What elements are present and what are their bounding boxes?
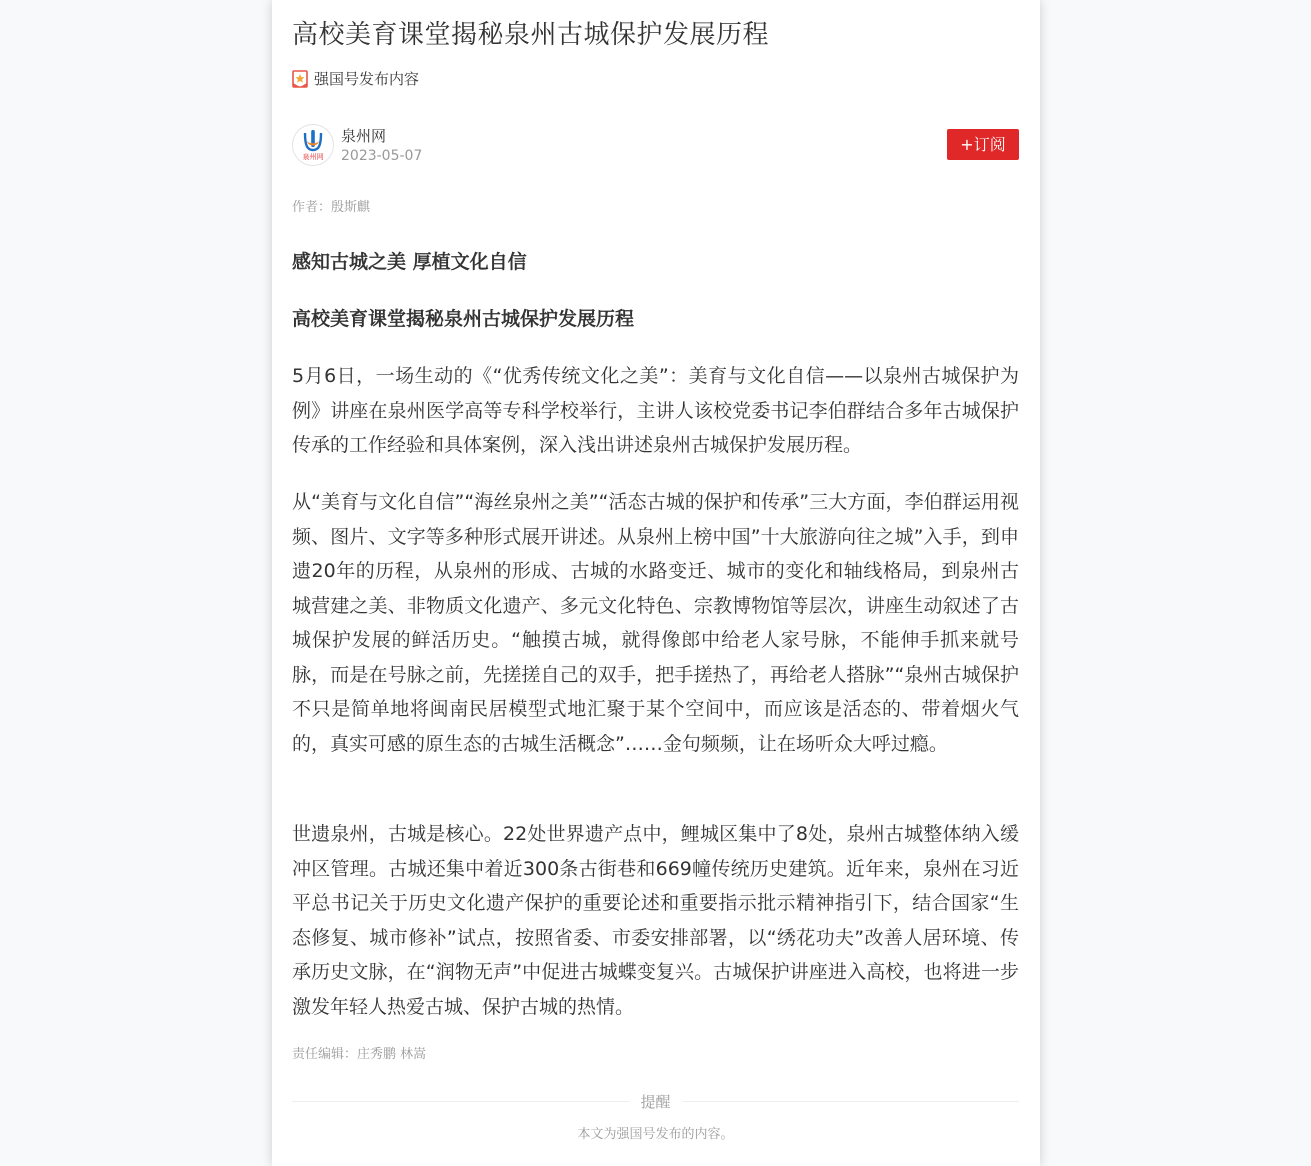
outlet-name[interactable]: 泉州网 — [341, 127, 387, 145]
source-tag-label: 强国号发布内容 — [314, 70, 420, 88]
outlet-avatar[interactable] — [292, 124, 334, 166]
outlet-logo-text: 泉州网 — [302, 153, 324, 161]
publish-date: 2023-05-07 — [341, 148, 423, 164]
article-card — [272, 0, 1040, 1166]
article-subheading-2: 高校美育课堂揭秘泉州古城保护发展历程 — [292, 308, 635, 330]
notice-title: 提醒 — [628, 1091, 682, 1113]
outlet-logo-icon — [293, 125, 333, 165]
author-byline: 作者：殷斯麒 — [292, 200, 371, 215]
author-row — [292, 124, 1019, 166]
responsible-editor: 责任编辑：庄秀鹏 林嵩 — [292, 1047, 427, 1062]
article-paragraph: 从“美育与文化自信”“海丝泉州之美”“活态古城的保护和传承”三大方面，李伯群运用视频、图片、文字等多种形式展开讲述。从泉州上榜中国”十大旅游向往之城”入手，到申遗20年的历程，从泉州的形成、古城的水路变迁、城市的变化和轴线格局，到泉州古城营建之美、非物质文化遗产、多元文化特色、宗教博物馆等层次，讲座生动叙述了古城保护发展的鲜活历史。“触摸古城，就得像郎中给老人家号脉，不能伸手抓来就号脉，而是在号脉之前，先搓搓自己的双手，把手搓热了，再给老人搭脉”“泉州古城保护不只是简单地将闽南民居模型式地汇聚于某个空间中，而应该是活态的、带着烟火气的，真实可感的原生态的古城生活概念”……金句频频，让在场听众大呼过瘾。 — [292, 491, 1019, 755]
badge-icon — [292, 70, 308, 88]
article-subheading-1: 感知古城之美 厚植文化自信 — [292, 251, 527, 273]
article-title: 高校美育课堂揭秘泉州古城保护发展历程 — [292, 20, 770, 50]
source-tag — [292, 69, 419, 89]
article-paragraph: 世遗泉州，古城是核心。22处世界遗产点中，鲤城区集中了8处，泉州古城整体纳入缓冲区管理。古城还集中着近300条古街巷和669幢传统历史建筑。近年来，泉州在习近平总书记关于历史文化遗产保护的重要论述和重要指示批示精神指引下，结合国家“生态修复、城市修补”试点，按照省委、市委安排部署，以“绣花功夫”改善人居环境、传承历史文脉，在“润物无声”中促进古城蝶变复兴。古城保护讲座进入高校，也将进一步激发年轻人热爱古城、保护古城的热情。 — [292, 823, 1019, 1018]
subscribe-button[interactable]: +订阅 — [947, 129, 1019, 160]
article-paragraph: 5月6日，一场生动的《“优秀传统文化之美”：美育与文化自信——以泉州古城保护为例》讲座在泉州医学高等专科学校举行，主讲人该校党委书记李伯群结合多年古城保护传承的工作经验和具体案例，深入浅出讲述泉州古城保护发展历程。 — [292, 365, 1019, 456]
notice-text: 本文为强国号发布的内容。 — [577, 1127, 734, 1142]
